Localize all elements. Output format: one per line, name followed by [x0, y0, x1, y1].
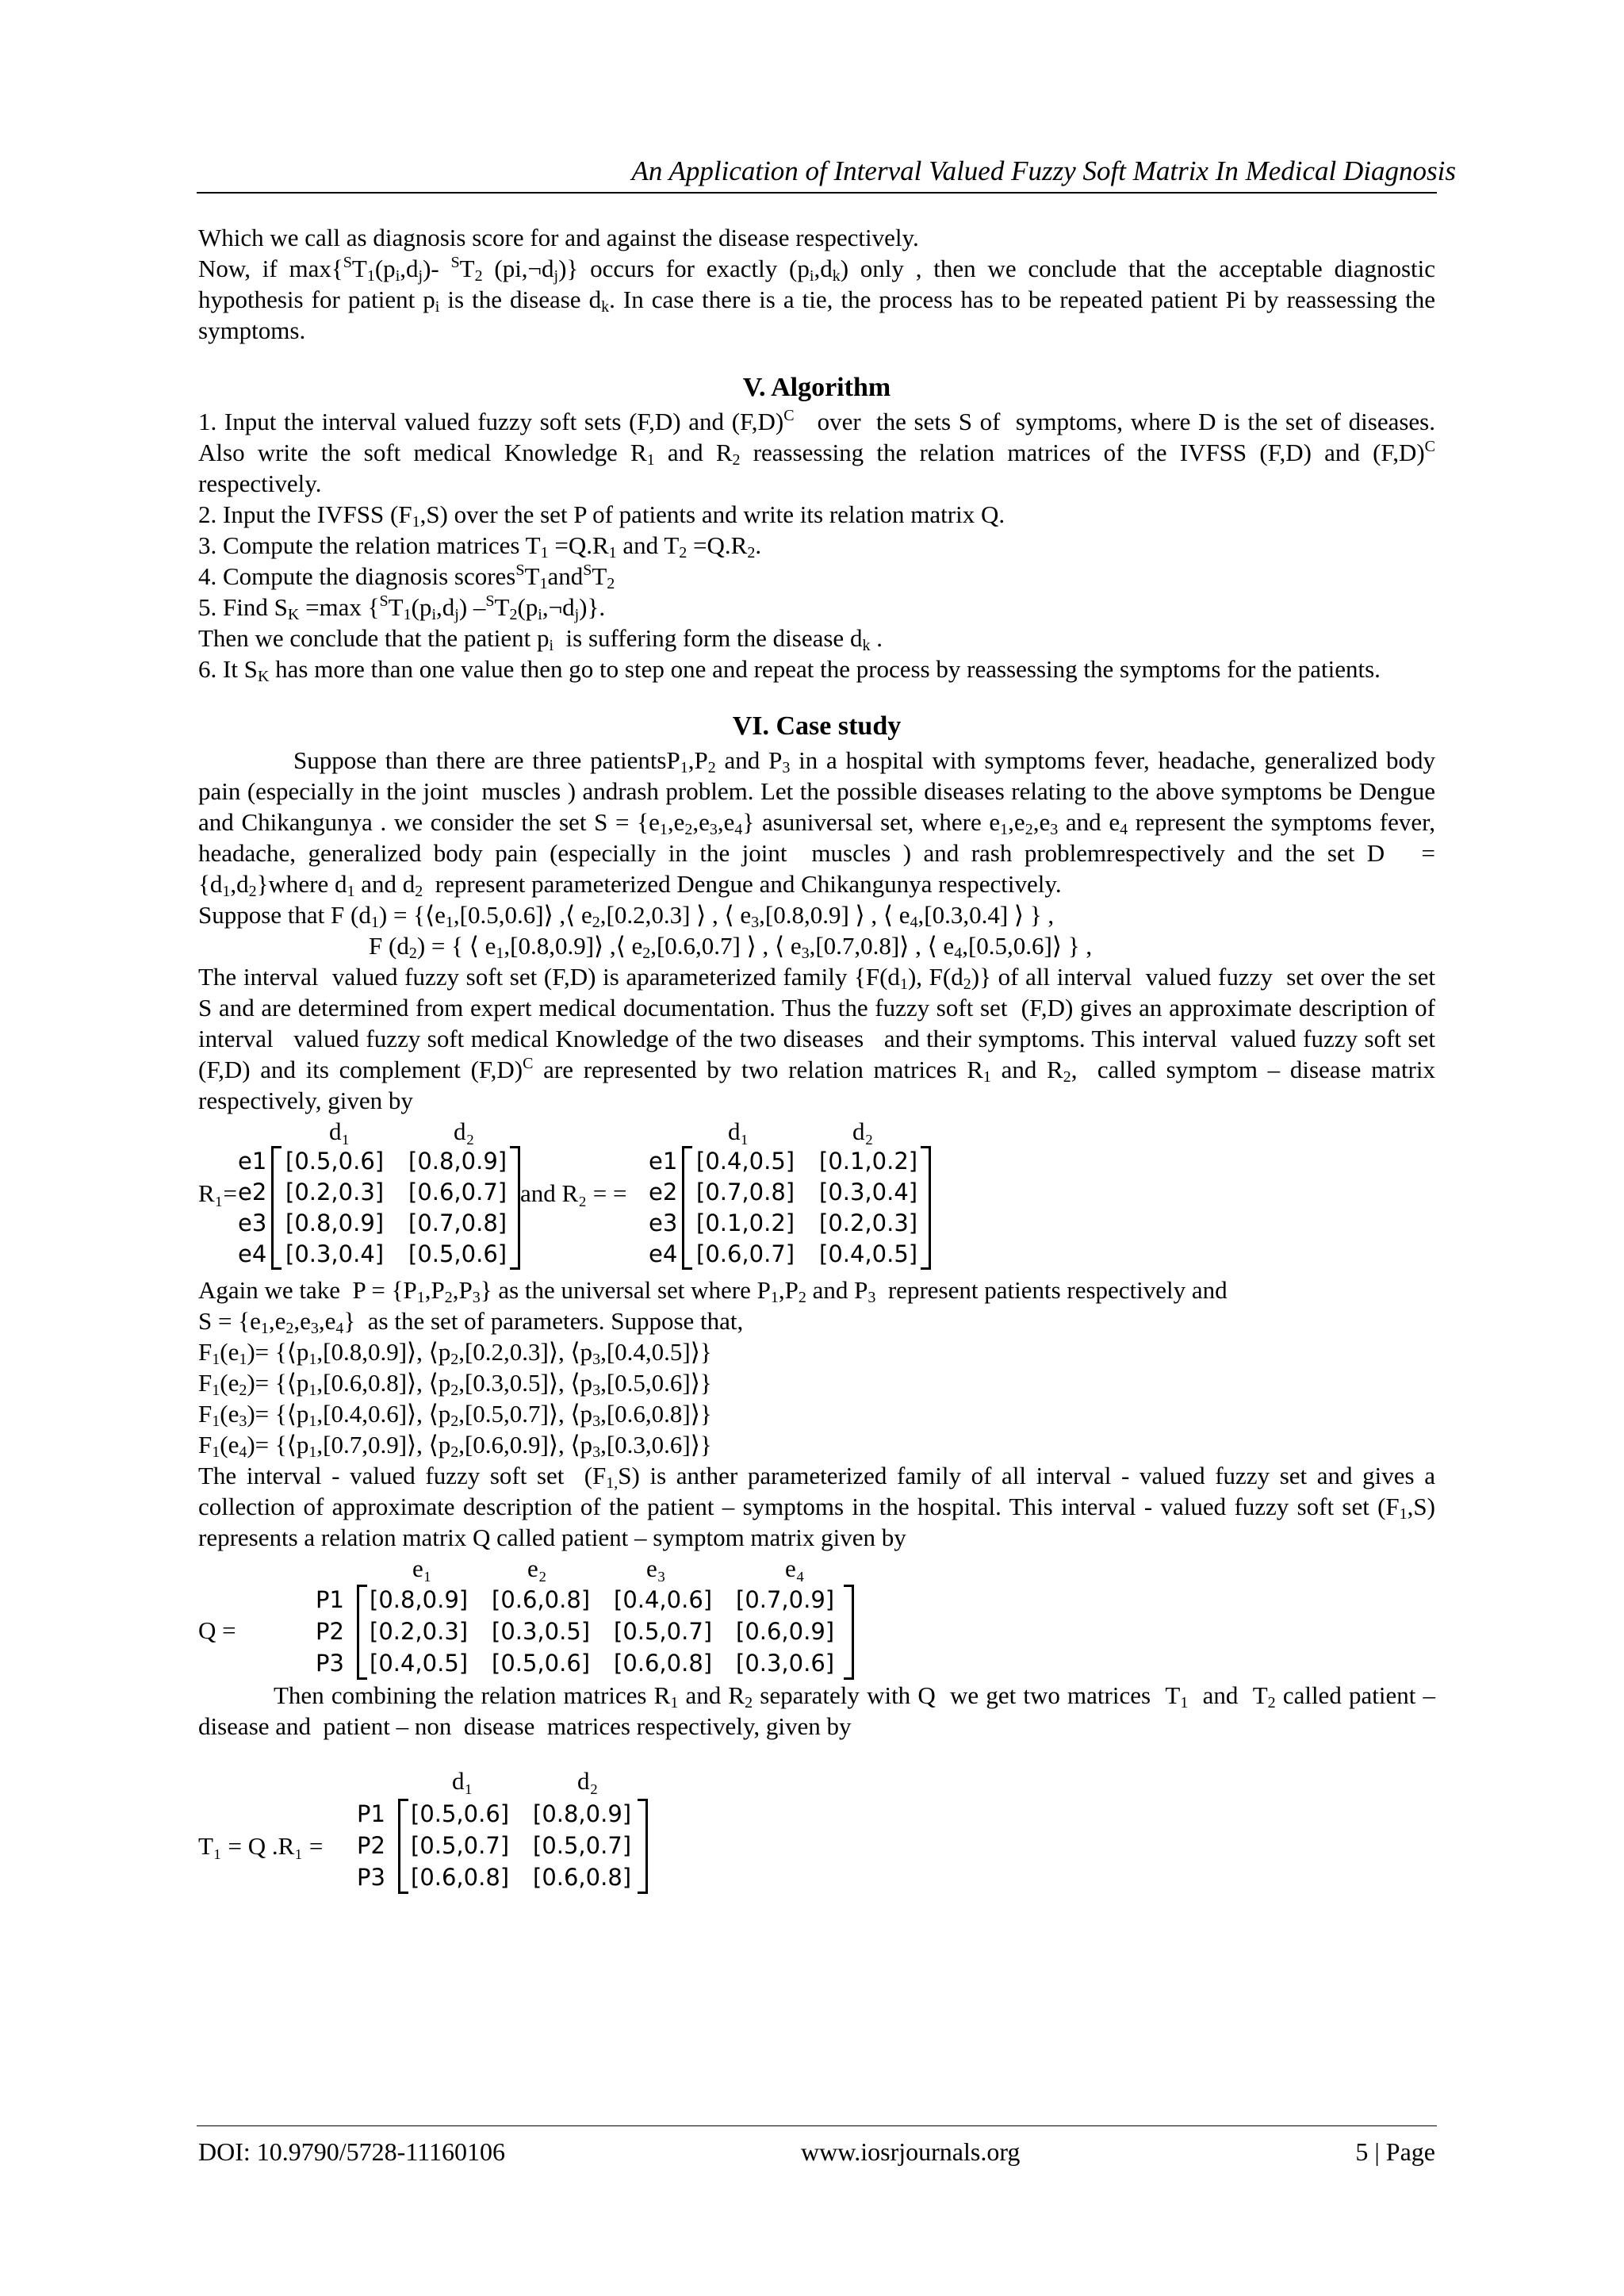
- q-cell: [0.6,0.9]: [736, 1618, 835, 1645]
- footer-page-number: 5 | Page: [1355, 2137, 1435, 2166]
- r2-cell: [0.7,0.8]: [696, 1179, 795, 1205]
- intro-paragraph-1: Which we call as diagnosis score for and against the disease respectively.: [198, 224, 919, 251]
- q-left-bracket: [357, 1585, 367, 1680]
- t1-right-bracket: [638, 1799, 648, 1894]
- q-col-header-2: e₂: [527, 1554, 547, 1582]
- q-cell: [0.3,0.6]: [736, 1650, 835, 1677]
- t1-col-header-2: d₂: [577, 1767, 599, 1795]
- f1e1-definition: $F_1(e_1)=$ {$⟨p_1,[0.8,0.9]⟩$, $⟨p_2,[0.2,0.3]⟩$, $⟨p_3,[0.4,0.5]⟩$}: [198, 1338, 712, 1368]
- algorithm-conclusion: Then we conclude that the patient $p_i$ is suffering form the disease $d_k$ .: [198, 624, 883, 654]
- q-cell: [0.5,0.7]: [614, 1618, 713, 1645]
- running-header: An Application of Interval Valued Fuzzy Soft Matrix In Medical Diagnosis: [631, 155, 1456, 186]
- case-study-paragraph-3: The interval - valued fuzzy soft set $(F_{1,}S)$ is anther parameterized family of all interval - valued fuzzy set and gives a collection of approximate description of the patient – symptoms in the hospital. This interval - valued fuzzy soft set $(F_1,S)$ represents a relation matrix Q called patient – symptom matrix given by: [198, 1462, 1435, 1551]
- f1e2-definition: $F_1(e_2)=$ {$⟨p_1,[0.6,0.8]⟩$, $⟨p_2,[0.3,0.5]⟩$, $⟨p_3,[0.5,0.6]⟩$}: [198, 1369, 712, 1399]
- r2-cell: [0.2,0.3]: [819, 1209, 918, 1236]
- r1-cell: [0.5,0.6]: [408, 1240, 508, 1267]
- t1-cell: [0.6,0.8]: [411, 1864, 510, 1891]
- t1-row-label-2: P2: [357, 1832, 385, 1859]
- q-cell: [0.7,0.9]: [736, 1586, 835, 1613]
- t1-cell: [0.6,0.8]: [533, 1864, 632, 1891]
- r-matrices-block: [198, 1116, 1435, 1274]
- r1-cell: [0.3,0.4]: [285, 1240, 385, 1267]
- t1-row-label-3: P3: [357, 1864, 385, 1891]
- r1-row-label-4: e4: [238, 1240, 267, 1267]
- q-cell: [0.5,0.6]: [492, 1650, 591, 1677]
- intro-paragraph-2: Now, if $\max\{^ST_1(p_i,d_j)-$ $^ST_2$ $(pi,\neg d_j)$} occurs for exactly $(p_i,d_k)$ only , then we conclude that the acceptable diagnostic hypothesis for patient $p_i$ is the disease $d_k$. In case there is a tie, the process has to be repeated patient Pi by reassessing the symptoms.: [198, 254, 1435, 344]
- r1-col-header-2: d₂: [454, 1117, 475, 1145]
- r1-cell: [0.8,0.9]: [285, 1209, 385, 1236]
- r1-cell: [0.8,0.9]: [408, 1148, 508, 1175]
- algorithm-step-3: 3. Compute the relation matrices $T_1 =Q.R_1$ and $T_2 =Q.R_2$.: [198, 531, 762, 562]
- q-cell: [0.8,0.9]: [370, 1586, 469, 1613]
- q-right-bracket: [844, 1585, 854, 1680]
- t1-left-bracket: [398, 1799, 408, 1894]
- case-study-paragraph-4: Then combining the relation matrices $R_1$ and $R_2$ separately with Q we get two matrices $T_1$ and $T_2$ called patient – disease and patient – non disease matrices respectively, given by: [198, 1681, 1435, 1740]
- t1-cell: [0.5,0.6]: [411, 1800, 510, 1827]
- f1e4-definition: $F_1(e_4)=$ {$⟨p_1,[0.7,0.9]⟩$, $⟨p_2,[0.6,0.9]⟩$, $⟨p_3,[0.3,0.6]⟩$}: [198, 1431, 712, 1461]
- r1-row-label-2: e2: [238, 1179, 267, 1205]
- algorithm-step-4: 4. Compute the diagnosis $scores^ST_1and^ST_2$: [198, 562, 615, 592]
- algorithm-step-1: 1. Input the interval valued fuzzy soft sets (F,D) and $(F,D)^C$ over the sets S of symptoms, where D is the set of diseases. Also write the soft medical Knowledge $R_1$ and $R_2$ reassessing the relation matrices of the IVFSS (F,D) and $(F,D)^C$ respectively.: [198, 407, 1435, 497]
- t1-matrix-block: [198, 1765, 1435, 1908]
- q-col-header-3: e₃: [646, 1554, 666, 1582]
- t1-row-label-1: P1: [357, 1800, 385, 1827]
- r1-right-bracket: [510, 1146, 520, 1270]
- r2-left-bracket: [682, 1146, 692, 1270]
- r2-row-label-1: e1: [649, 1148, 678, 1175]
- q-col-header-1: e₁: [412, 1554, 432, 1582]
- r1-cell: [0.7,0.8]: [408, 1209, 508, 1236]
- r1-row-label-3: e3: [238, 1209, 267, 1236]
- t1-col-header-1: d₁: [452, 1767, 473, 1795]
- footer-rule: [197, 2125, 1437, 2126]
- q-cell: [0.4,0.6]: [614, 1586, 713, 1613]
- t1-label: T₁ = Q .R₁ =: [198, 1832, 324, 1860]
- r2-col-header-1: d₁: [728, 1117, 749, 1145]
- r1-cell: [0.2,0.3]: [285, 1179, 385, 1205]
- header-rule: [197, 192, 1437, 194]
- q-cell: [0.4,0.5]: [370, 1650, 469, 1677]
- r1-cell: [0.6,0.7]: [408, 1179, 508, 1205]
- r2-row-label-2: e2: [649, 1179, 678, 1205]
- algorithm-step-6: 6. It $S_K$ has more than one value then go to step one and repeat the process by reassessing the symptoms for the patients.: [198, 655, 1381, 685]
- q-cell: [0.6,0.8]: [614, 1650, 713, 1677]
- r2-cell: [0.1,0.2]: [819, 1148, 918, 1175]
- r1-cell: [0.5,0.6]: [285, 1148, 385, 1175]
- r2-cell: [0.4,0.5]: [696, 1148, 795, 1175]
- r2-cell: [0.6,0.7]: [696, 1240, 795, 1267]
- r2-row-label-3: e3: [649, 1209, 678, 1236]
- r2-cell: [0.1,0.2]: [696, 1209, 795, 1236]
- algorithm-step-5: 5. Find $S_K =\max$ {$^ST_1(p_i,d_j)$ $-^ST_2(p_i,\neg d_j)$}.: [198, 592, 606, 623]
- fd2-definition: F $(d_2)$ = { ⟨ $e_1,[0.8,0.9]⟩$ ,⟨ $e_2,[0.6,0.7]$ ⟩ , ⟨ $e_3,[0.7,0.8]⟩$ , ⟨ $e_4,[0.5,0.6]⟩$ } ,: [369, 932, 1093, 962]
- q-label: Q =: [198, 1616, 236, 1644]
- t1-cell: [0.5,0.7]: [533, 1832, 632, 1859]
- q-row-label-2: P2: [316, 1618, 344, 1645]
- t1-cell: [0.5,0.7]: [411, 1832, 510, 1859]
- f1e3-definition: $F_1(e_3)=$ {$⟨p_1,[0.4,0.6]⟩$, $⟨p_2,[0.5,0.7]⟩$, $⟨p_3,[0.6,0.8]⟩$}: [198, 1400, 712, 1430]
- q-cell: [0.2,0.3]: [370, 1618, 469, 1645]
- q-row-label-3: P3: [316, 1650, 344, 1677]
- footer-website: www.iosrjournals.org: [801, 2137, 1021, 2166]
- t1-cell: [0.8,0.9]: [533, 1800, 632, 1827]
- r2-right-bracket: [921, 1146, 931, 1270]
- r2-row-label-4: e4: [649, 1240, 678, 1267]
- fd1-definition: Suppose that F $(d_1)$ = {$⟨e_1,[0.5,0.6]⟩$ ,⟨ $e_2,[0.2,0.3]$ ⟩ , ⟨ $e_3,[0.8,0.9]$ ⟩ , ⟨ $e_4,[0.3,0.4]$ ⟩ } ,: [198, 901, 1055, 931]
- q-matrix-block: [198, 1553, 1435, 1680]
- r2-cell: [0.4,0.5]: [819, 1240, 918, 1267]
- r2-label: and R₂ = =: [520, 1179, 627, 1207]
- algorithm-step-2: 2. Input the IVFSS $(F_1,S)$ over the set P of patients and write its relation matrix Q.: [198, 500, 1005, 531]
- section-heading-algorithm: V. Algorithm: [742, 373, 891, 402]
- section-heading-case-study: VI. Case study: [732, 711, 902, 741]
- r1-left-bracket: [271, 1146, 282, 1270]
- q-cell: [0.6,0.8]: [492, 1586, 591, 1613]
- r1-label: R₁=: [198, 1179, 237, 1207]
- patients-universal-set: Again we take $P = \{P_1,P_2,P_3\}$ as the universal set where $P_1,P_2$ and $P_3$ represent patients respectively and: [198, 1276, 1228, 1306]
- r2-col-header-2: d₂: [852, 1117, 874, 1145]
- parameter-set: $S = \{e_1,e_2,e_3,e_4\}$ as the set of parameters. Suppose that,: [198, 1307, 744, 1337]
- footer-doi: DOI: 10.9790/5728-11160106: [198, 2137, 505, 2166]
- page-body: [198, 222, 1435, 1908]
- r1-row-label-1: e1: [238, 1148, 267, 1175]
- q-row-label-1: P1: [316, 1586, 344, 1613]
- q-cell: [0.3,0.5]: [492, 1618, 591, 1645]
- r1-col-header-1: d₁: [329, 1117, 350, 1145]
- case-study-paragraph-1: Suppose than there are three $patientsP_1,P_2$ and $P_3$ in a hospital with symptoms fever, headache, generalized body pain (especially in the joint muscles ) andrash problem. Let the possible diseases relating to the above symptoms be Dengue and Chikangunya . we consider the set $S = \{e_1,e_2,e_3,e_4\}$ asuniversal set, where $e_1,e_2,e_3$ and $e_4$ represent the symptoms fever, headache, generalized body pain (especially in the joint muscles ) and rash problemrespectively and the set $D =\{d_1,d_2\}where$ $d_1$ and $d_2$ represent parameterized Dengue and Chikangunya respectively.: [198, 746, 1435, 900]
- case-study-paragraph-2: The interval valued fuzzy soft set (F,D) is aparameterized family {$F(d_1)$, $F(d_2)$} of all interval valued fuzzy set over the set S and are determined from expert medical documentation. Thus the fuzzy soft set (F,D) gives an approximate description of interval valued fuzzy soft medical Knowledge of the two diseases and their symptoms. This interval valued fuzzy soft set (F,D) and its complement $(F,D)^C$ are represented by two relation matrices $R_1$ and $R_2$, called symptom – disease matrix respectively, given by: [198, 963, 1436, 1114]
- q-col-header-4: e₄: [785, 1554, 805, 1582]
- r2-cell: [0.3,0.4]: [819, 1179, 918, 1205]
